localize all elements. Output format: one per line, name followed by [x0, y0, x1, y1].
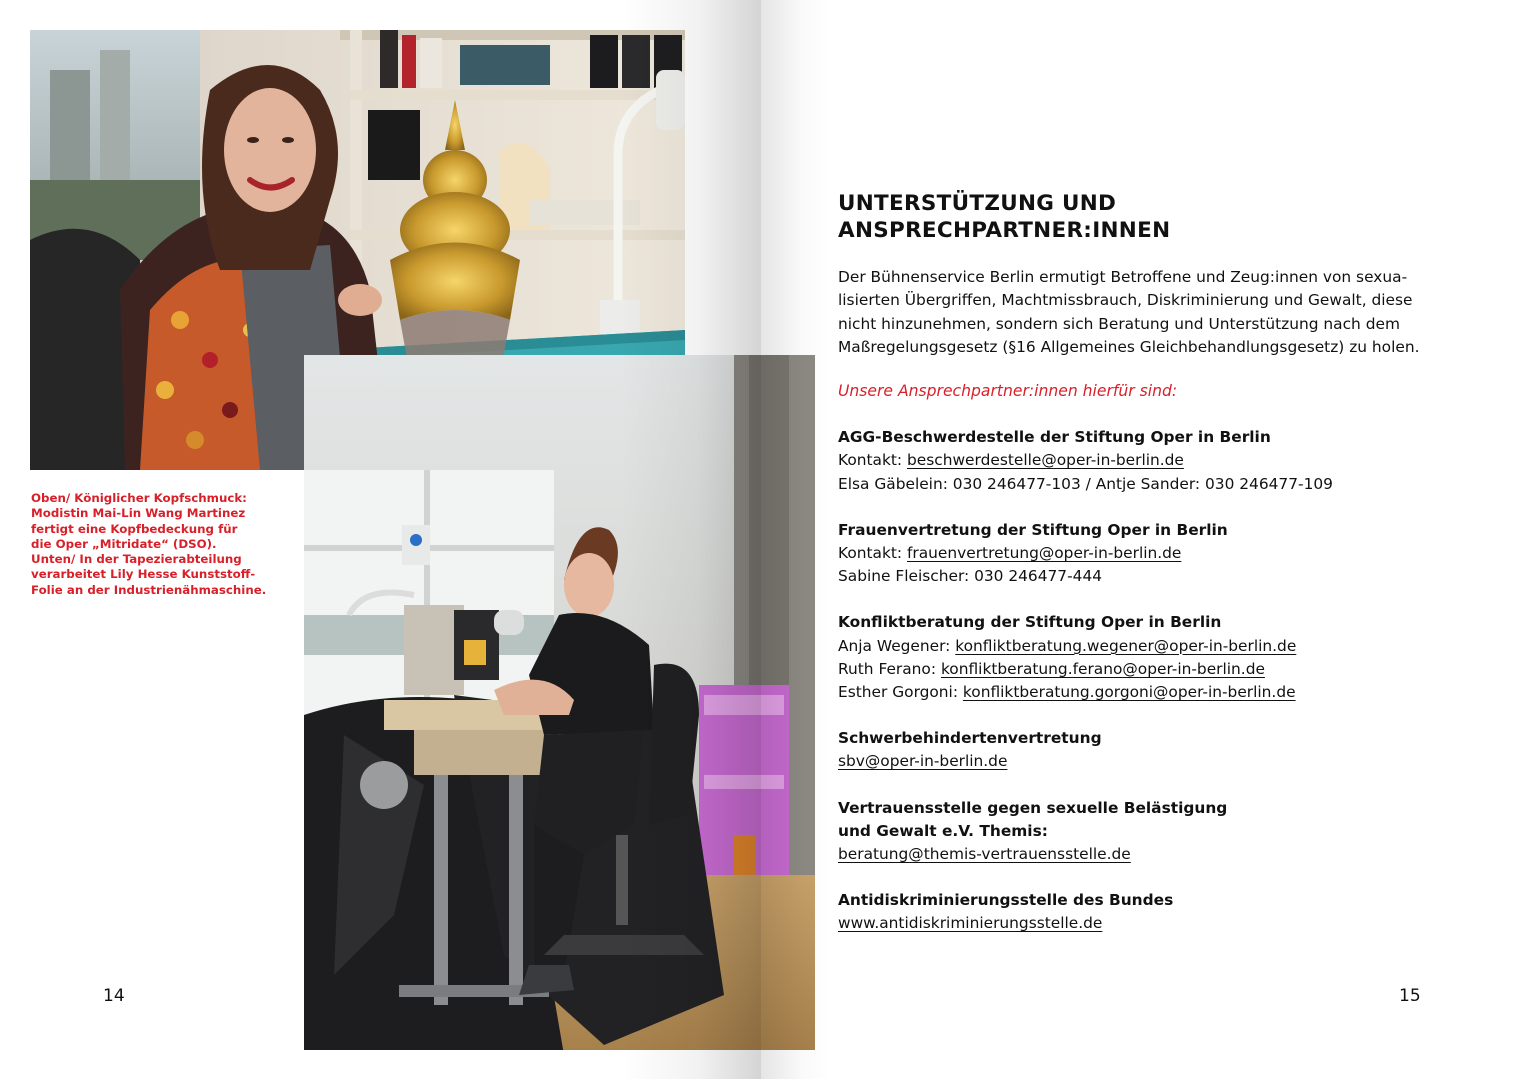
contact-title: Konfliktberatung der Stiftung Oper in Berlin	[838, 613, 1222, 632]
contact-name: Anja Wegener:	[838, 636, 956, 655]
contact-phones: Sabine Fleischer: 030 246477-444	[838, 567, 1103, 586]
caption-line: fertigt eine Kopfbedeckung für	[31, 521, 238, 536]
contact-title: Vertrauensstelle gegen sexuelle Belästigung	[838, 798, 1228, 817]
heading-line: ANSPRECHPARTNER:INNEN	[838, 218, 1171, 243]
web-link-ads[interactable]: www.antidiskriminierungsstelle.de	[838, 914, 1103, 933]
caption-line: die Oper „Mitridate“ (DSO).	[31, 536, 217, 551]
contact-title: und Gewalt e.V. Themis:	[838, 821, 1048, 840]
contacts-subhead: Unsere Ansprechpartner:innen hierfür sind:	[838, 382, 1178, 401]
page-number-left: 14	[103, 986, 125, 1006]
contacts-article	[838, 190, 1458, 936]
contact-title: AGG-Beschwerdestelle der Stiftung Oper in Berlin	[838, 428, 1271, 447]
email-link-ferano[interactable]: konfliktberatung.ferano@oper-in-berlin.de	[940, 659, 1265, 678]
contact-phones: Elsa Gäbelein: 030 246477-103 / Antje Sander: 030 246477-109	[838, 474, 1333, 493]
contact-line	[838, 843, 1458, 866]
heading-line: UNTERSTÜTZUNG UND	[838, 191, 1117, 216]
contact-line	[838, 635, 1458, 658]
contact-line	[838, 658, 1458, 681]
contact-line	[838, 449, 1458, 472]
intro-paragraph	[838, 266, 1458, 359]
contact-frauenvertretung	[838, 519, 1458, 589]
photo-caption	[31, 491, 291, 598]
caption-line: Modistin Mai-Lin Wang Martinez	[31, 506, 246, 521]
contact-title: Frauenvertretung der Stiftung Oper in Berlin	[838, 520, 1228, 539]
contact-title: Antidiskriminierungsstelle des Bundes	[838, 891, 1174, 910]
section-heading	[838, 190, 1458, 244]
contact-line	[838, 542, 1458, 565]
intro-line: Maßregelungsgesetz (§16 Allgemeines Gleichbehandlungsgesetz) zu holen.	[838, 337, 1420, 356]
contact-line	[838, 750, 1458, 773]
contact-themis	[838, 797, 1458, 867]
intro-line: Der Bühnenservice Berlin ermutigt Betroffene und Zeug:innen von sexua-	[838, 268, 1408, 286]
caption-line: Unten/ In der Tapezierabteilung	[31, 552, 242, 567]
intro-line: lisierten Übergriffen, Machtmissbrauch, Diskriminierung und Gewalt, diese	[838, 291, 1413, 310]
intro-line: nicht hinzunehmen, sondern sich Beratung und Unterstützung nach dem	[838, 314, 1400, 333]
email-link-wegener[interactable]: konfliktberatung.wegener@oper-in-berlin.de	[955, 636, 1297, 655]
contact-schwerbehindertenvertretung	[838, 727, 1458, 773]
contact-prefix: Kontakt:	[838, 544, 907, 562]
contact-agg	[838, 426, 1458, 496]
contact-antidiskriminierungsstelle	[838, 889, 1458, 935]
contact-title: Schwerbehindertenvertretung	[838, 729, 1102, 748]
contact-line	[838, 912, 1458, 935]
contact-name: Ruth Ferano:	[838, 659, 941, 678]
email-link-gorgoni[interactable]: konfliktberatung.gorgoni@oper-in-berlin.de	[962, 683, 1296, 702]
contact-konfliktberatung	[838, 611, 1458, 704]
photo-sewing-machine	[304, 355, 815, 1050]
caption-line: Folie an der Industrienähmaschine.	[31, 582, 267, 597]
email-link-sbv[interactable]: sbv@oper-in-berlin.de	[838, 752, 1008, 771]
email-link-agg[interactable]: beschwerdestelle@oper-in-berlin.de	[907, 451, 1184, 470]
page-number-right: 15	[1399, 986, 1421, 1006]
contact-line	[838, 681, 1458, 704]
contact-prefix: Kontakt:	[838, 451, 907, 470]
email-link-frauenvertretung[interactable]: frauenvertretung@oper-in-berlin.de	[907, 544, 1182, 562]
contact-name: Esther Gorgoni:	[838, 683, 963, 702]
email-link-themis[interactable]: beratung@themis-vertrauensstelle.de	[838, 845, 1131, 864]
caption-line: verarbeitet Lily Hesse Kunststoff-	[31, 567, 256, 582]
caption-line: Oben/ Königlicher Kopfschmuck:	[31, 491, 247, 505]
